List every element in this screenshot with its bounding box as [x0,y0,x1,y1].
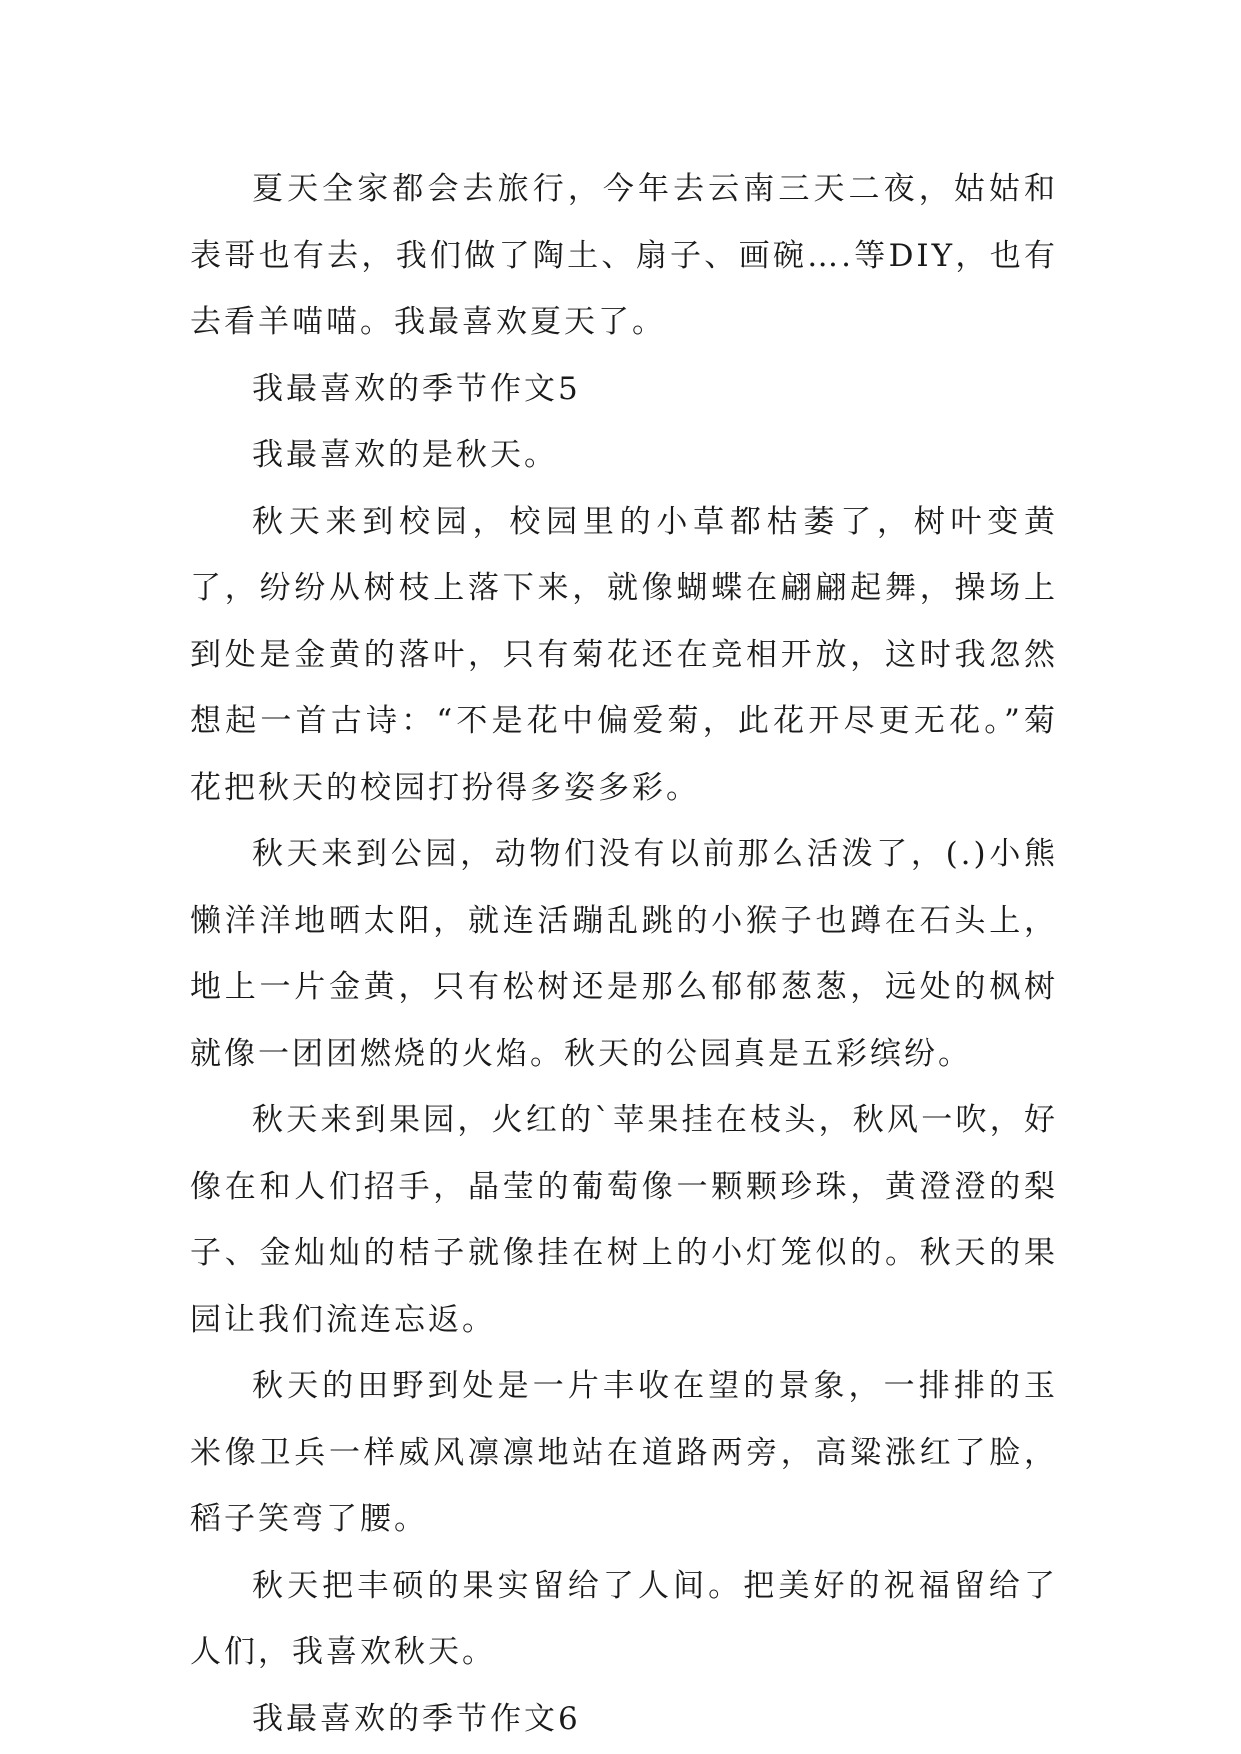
paragraph-summer-travel: 夏天全家都会去旅行，今年去云南三天二夜，姑姑和表哥也有去，我们做了陶土、扇子、画碗….等DIY，也有去看羊喵喵。我最喜欢夏天了。 [190,171,1058,340]
essay-heading-6: 我最喜欢的季节作文6 [252,1700,581,1737]
paragraph-autumn-park: 秋天来到公园，动物们没有以前那么活泼了，(.)小熊懒洋洋地晒太阳，就连活蹦乱跳的小猴子也蹲在石头上，地上一片金黄，只有松树还是那么郁郁葱葱，远处的枫树就像一团团燃烧的火焰。秋天的公园真是五彩缤纷。 [190,836,1058,1072]
essay-body [190,156,1058,1752]
paragraph-autumn-campus: 秋天来到校园，校园里的小草都枯萎了，树叶变黄了，纷纷从树枝上落下来，就像蝴蝶在翩翩起舞，操场上到处是金黄的落叶，只有菊花还在竞相开放，这时我忽然想起一首古诗：“不是花中偏爱菊，此花开尽更无花。”菊花把秋天的校园打扮得多姿多彩。 [190,503,1058,806]
paragraph-intro-autumn: 我最喜欢的是秋天。 [252,437,558,473]
paragraph-autumn-fields: 秋天的田野到处是一片丰收在望的景象，一排排的玉米像卫兵一样威风凛凛地站在道路两旁，高粱涨红了脸，稻子笑弯了腰。 [190,1368,1058,1537]
essay-heading-5: 我最喜欢的季节作文5 [252,370,581,407]
paragraph-autumn-conclusion: 秋天把丰硕的果实留给了人间。把美好的祝福留给了人们，我喜欢秋天。 [190,1567,1058,1670]
paragraph-autumn-orchard: 秋天来到果园，火红的`苹果挂在枝头，秋风一吹，好像在和人们招手，晶莹的葡萄像一颗颗珍珠，黄澄澄的梨子、金灿灿的桔子就像挂在树上的小灯笼似的。秋天的果园让我们流连忘返。 [190,1102,1058,1338]
